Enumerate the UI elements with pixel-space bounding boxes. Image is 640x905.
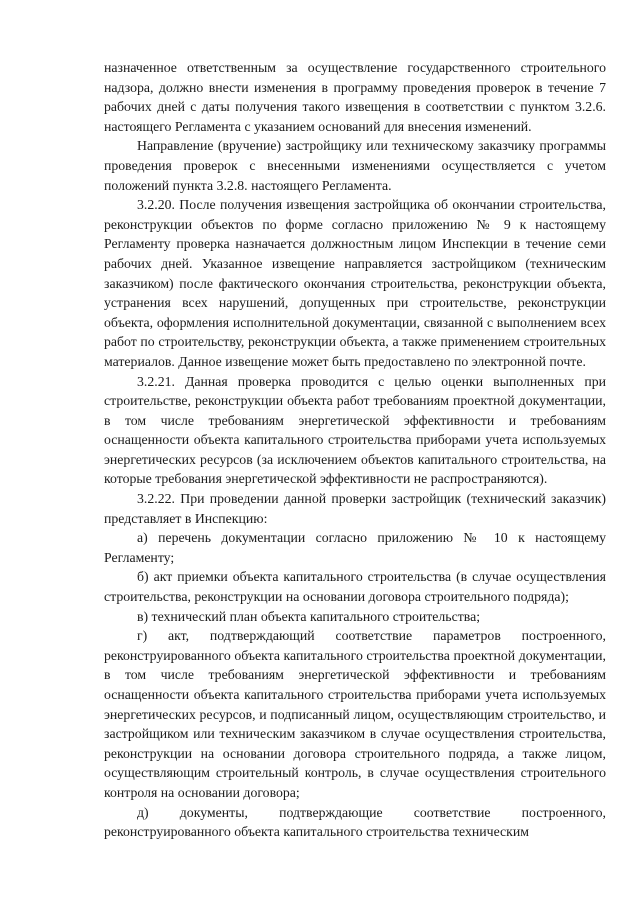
paragraph-3-2-22: 3.2.22. При проведении данной проверки застройщик (технический заказчик) представляет в Инспекцию: (104, 491, 606, 526)
list-item-g: г) акт, подтверждающий соответствие параметров построенного, реконструированного объекта капитального строительства проектной документации, в том числе требованиям энергетической эффективности и требованиям оснащенности объекта капитального строительства приборами учета используемых энергетических ресурсов, и подписанный лицом, осуществляющим строительство, и застройщиком или техническим заказчиком в случае осуществления строительства, реконструкции на основании договора строительного подряда, а также лицом, осуществляющим строительный контроль, в случае осуществления строительного контроля на основании договора; (104, 628, 606, 800)
list-item-v: в) технический план объекта капитального строительства; (137, 608, 481, 624)
paragraph-continuation: назначенное ответственным за осуществление государственного строительного надзора, должно внести изменения в программу проведения проверок в течение 7 рабочих дней с даты получения такого извещения в соответствии с пунктом 3.2.6. настоящего Регламента с указанием оснований для внесения изменений. (104, 60, 606, 134)
list-item-a: а) перечень документации согласно приложению № 10 к настоящему Регламенту; (104, 530, 606, 565)
list-item-d: д) документы, подтверждающие соответствие построенного, реконструированного объекта капитального строительства техническим (104, 804, 606, 840)
paragraph-3-2-21: 3.2.21. Данная проверка проводится с целью оценки выполненных при строительстве, реконструкции объекта работ требованиям проектной документации, в том числе требованиям энергетической эффективности и требованиям оснащенности объекта капитального строительства приборами учета используемых энергетических ресурсов (за исключением объектов капитального строительства, на которые требования энергетической эффективности не распространяются). (104, 373, 606, 487)
paragraph-3-2-20: 3.2.20. После получения извещения застройщика об окончании строительства, реконструкции объектов по форме согласно приложению № 9 к настоящему Регламенту проверка назначается должностным лицом Инспекции в течение семи рабочих дней. Указанное извещение направляется застройщиком (техническим заказчиком) после фактического окончания строительства, реконструкции объекта, устранения всех нарушений, допущенных при строительстве, реконструкции объекта, оформления исполнительной документации, связанной с выполнением всех работ по строительству, реконструкции объекта, а также применением строительных материалов. Данное извещение может быть предоставлено по электронной почте. (104, 197, 606, 369)
list-item-b: б) акт приемки объекта капитального строительства (в случае осуществления строительства, реконструкции на основании договора строительного подряда); (104, 569, 606, 605)
paragraph-program-delivery: Направление (вручение) застройщику или техническому заказчику программы проведения проверок с внесенными изменениями осуществляется с учетом положений пункта 3.2.8. настоящего Регламента. (104, 138, 606, 193)
document-body (104, 58, 606, 842)
